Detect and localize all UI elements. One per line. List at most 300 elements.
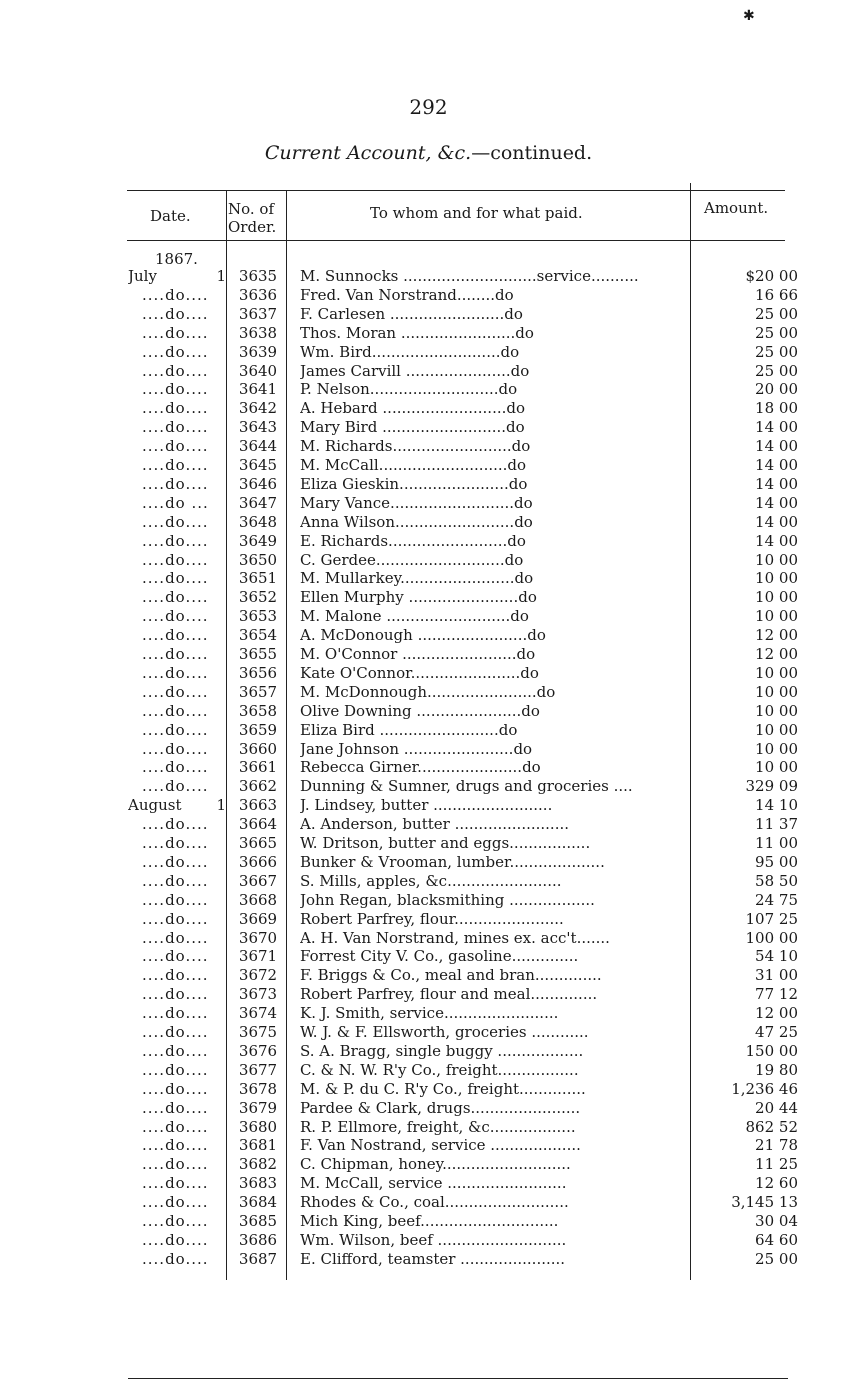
row-date-text: ....do....	[142, 304, 209, 323]
row-amount: 95 00	[755, 852, 798, 871]
row-order-number: 3658	[238, 701, 278, 720]
row-order-number: 3682	[238, 1155, 278, 1174]
row-date	[128, 437, 228, 456]
row-date-text: ....do....	[142, 285, 209, 304]
row-order-number: 3660	[238, 739, 278, 758]
row-payee: W. J. & F. Ellsworth, groceries ............	[300, 1023, 589, 1041]
row-amount: 18 00	[755, 399, 798, 418]
row-amount: 10 00	[755, 550, 798, 569]
row-date-text: ....do....	[142, 1174, 209, 1193]
row-date	[128, 1042, 228, 1061]
row-date	[128, 985, 228, 1004]
row-order-number: 3669	[238, 909, 278, 928]
row-date	[128, 910, 228, 929]
table-row	[0, 1023, 857, 1042]
row-date	[128, 551, 228, 570]
row-payee: A. McDonough .......................do	[300, 626, 546, 645]
row-date	[128, 758, 228, 777]
row-amount: 11 37	[755, 815, 798, 834]
row-payee: P. Nelson...........................do	[300, 380, 518, 399]
row-date	[128, 607, 228, 626]
year-label: 1867.	[155, 250, 198, 268]
row-date-text: ....do....	[142, 871, 209, 890]
row-date	[128, 1231, 228, 1250]
table-row	[0, 815, 857, 834]
row-order-number: 3665	[238, 834, 278, 852]
row-payee: Mich King, beef.............................	[300, 1212, 559, 1230]
row-amount: 12 60	[755, 1174, 798, 1193]
row-date-text: ....do....	[142, 626, 209, 645]
row-amount: 14 00	[755, 531, 798, 550]
table-row	[0, 645, 857, 664]
table-row	[0, 702, 857, 721]
row-payee: John Regan, blacksmithing ..................	[300, 890, 595, 909]
row-order-number: 3659	[238, 720, 278, 739]
row-payee: F. Carlesen ........................do	[300, 304, 523, 323]
row-order-number: 3641	[238, 380, 278, 399]
table-row	[0, 1061, 857, 1080]
row-payee: A. H. Van Norstrand, mines ex. acc't.......	[300, 928, 610, 947]
row-payee: Rhodes & Co., coal..........................	[300, 1193, 569, 1212]
header-date: Date.	[150, 207, 191, 225]
row-date	[128, 267, 228, 286]
row-date	[128, 645, 228, 664]
table-row	[0, 1193, 857, 1212]
table-row	[0, 456, 857, 475]
row-date-text: ....do....	[142, 1249, 209, 1268]
row-amount: 107 25	[745, 909, 798, 928]
row-payee: S. A. Bragg, single buggy ..................	[300, 1041, 584, 1060]
row-date	[128, 1136, 228, 1155]
table-row	[0, 853, 857, 872]
table-row	[0, 929, 857, 948]
table-row	[0, 740, 857, 759]
row-order-number: 3668	[238, 890, 278, 909]
row-date-text: ....do....	[142, 607, 209, 626]
row-order-number: 3647	[238, 493, 278, 512]
row-order-number: 3636	[238, 285, 278, 304]
table-row	[0, 551, 857, 570]
row-order-number: 3683	[238, 1174, 278, 1193]
row-payee: Fred. Van Norstrand........do	[300, 285, 514, 304]
row-date-text: ....do....	[142, 947, 209, 966]
row-date-text: ....do....	[142, 588, 209, 607]
row-payee: M. Sunnocks ............................service..........	[300, 267, 639, 285]
row-payee: M. McCall...........................do	[300, 456, 527, 474]
row-payee: M. McDonnough.......................do	[300, 682, 556, 701]
row-date	[128, 513, 228, 532]
row-date	[128, 853, 228, 872]
row-date	[128, 796, 228, 815]
table-row	[0, 1004, 857, 1023]
row-date-text: ....do....	[142, 1212, 209, 1230]
row-date	[128, 872, 228, 891]
row-payee: Kate O'Connor.......................do	[300, 663, 539, 682]
row-amount: 12 00	[755, 626, 798, 645]
row-date-text: ....do....	[142, 1060, 209, 1079]
row-payee: A. Hebard ..........................do	[300, 399, 526, 418]
row-amount: 150 00	[745, 1041, 798, 1060]
row-payee: E. Richards.........................do	[300, 531, 526, 550]
row-date	[128, 891, 228, 910]
row-date	[128, 777, 228, 796]
row-date	[128, 683, 228, 702]
row-date-text: ....do....	[142, 1155, 209, 1174]
table-row	[0, 796, 857, 815]
table-row	[0, 494, 857, 513]
title-main: Current Account, &c.	[264, 142, 472, 164]
row-date-text: ....do....	[142, 852, 209, 871]
row-date-text: ....do....	[142, 437, 209, 456]
row-date-text: ....do....	[142, 531, 209, 550]
row-amount: 3,145 13	[731, 1193, 798, 1212]
row-payee: A. Anderson, butter ........................	[300, 815, 570, 834]
row-date-text: ....do....	[142, 1117, 209, 1136]
row-amount: 10 00	[755, 701, 798, 720]
row-date	[128, 1004, 228, 1023]
table-row	[0, 380, 857, 399]
row-payee: Bunker & Vrooman, lumber....................	[300, 852, 605, 871]
row-day: 1	[216, 796, 226, 815]
row-order-number: 3681	[238, 1136, 278, 1155]
row-payee: Robert Parfrey, flour and meal..............	[300, 985, 598, 1004]
table-row	[0, 1136, 857, 1155]
row-amount: 12 00	[755, 645, 798, 663]
row-date-text: ....do....	[142, 456, 209, 474]
row-order-number: 3642	[238, 399, 278, 418]
row-date	[128, 1118, 228, 1137]
table-row	[0, 1250, 857, 1269]
row-order-number: 3676	[238, 1041, 278, 1060]
row-amount: 100 00	[745, 928, 798, 947]
row-date-text: ....do....	[142, 512, 209, 531]
row-amount: 14 00	[755, 474, 798, 493]
table-row	[0, 777, 857, 796]
row-date	[128, 362, 228, 381]
row-date-text: ....do....	[142, 720, 209, 739]
table-row	[0, 437, 857, 456]
row-date	[128, 418, 228, 437]
title-suffix: —continued.	[471, 142, 593, 164]
row-date-text: ....do....	[142, 909, 209, 928]
row-date-text: ....do....	[142, 323, 209, 342]
row-order-number: 3648	[238, 512, 278, 531]
row-date-text: ....do....	[142, 418, 209, 437]
row-payee: R. P. Ellmore, freight, &c..................	[300, 1117, 576, 1136]
row-order-number: 3646	[238, 474, 278, 493]
table-row	[0, 947, 857, 966]
row-order-number: 3655	[238, 645, 278, 663]
row-payee: C. & N. W. R'y Co., freight.................	[300, 1060, 579, 1079]
row-date	[128, 929, 228, 948]
row-date-text: ....do....	[142, 834, 209, 852]
row-payee: Rebecca Girner......................do	[300, 758, 541, 777]
row-date	[128, 475, 228, 494]
row-date-text: July	[128, 267, 157, 285]
row-order-number: 3673	[238, 985, 278, 1004]
row-order-number: 3657	[238, 682, 278, 701]
row-date	[128, 532, 228, 551]
row-date	[128, 1250, 228, 1269]
row-order-number: 3637	[238, 304, 278, 323]
ink-mark: ✱	[743, 8, 755, 24]
row-date-text: ....do....	[142, 701, 209, 720]
row-payee: Pardee & Clark, drugs.......................	[300, 1098, 581, 1117]
row-date-text: ....do....	[142, 399, 209, 418]
row-amount: 14 00	[755, 418, 798, 437]
row-payee: M. McCall, service .........................	[300, 1174, 567, 1193]
row-amount: 1,236 46	[731, 1079, 798, 1098]
row-amount: 14 00	[755, 493, 798, 512]
row-order-number: 3650	[238, 550, 278, 569]
row-order-number: 3638	[238, 323, 278, 342]
header-payee: To whom and for what paid.	[370, 204, 583, 222]
row-date-text: ....do....	[142, 682, 209, 701]
row-payee: K. J. Smith, service........................	[300, 1004, 559, 1023]
row-payee: Eliza Bird .........................do	[300, 720, 518, 739]
row-order-number: 3663	[238, 796, 278, 815]
row-amount: 329 09	[745, 777, 798, 796]
row-payee: C. Chipman, honey...........................	[300, 1155, 571, 1174]
row-amount: 77 12	[755, 985, 798, 1004]
row-date-text: ....do....	[142, 663, 209, 682]
row-amount: 16 66	[755, 285, 798, 304]
row-amount: 64 60	[755, 1230, 798, 1249]
row-amount: 31 00	[755, 966, 798, 985]
row-date	[128, 1174, 228, 1193]
row-date	[128, 494, 228, 513]
row-order-number: 3667	[238, 871, 278, 890]
table-row	[0, 532, 857, 551]
table-row	[0, 758, 857, 777]
table-row	[0, 891, 857, 910]
row-date	[128, 1212, 228, 1231]
row-amount: 24 75	[755, 890, 798, 909]
row-date-text: ....do....	[142, 739, 209, 758]
row-amount: 14 00	[755, 512, 798, 531]
row-date-text: August	[128, 796, 182, 815]
row-payee: Wm. Bird...........................do	[300, 342, 520, 361]
table-row	[0, 721, 857, 740]
row-order-number: 3643	[238, 418, 278, 437]
row-amount: 14 10	[755, 796, 798, 815]
row-payee: Wm. Wilson, beef ...........................	[300, 1230, 567, 1249]
row-date	[128, 1155, 228, 1174]
row-date	[128, 1193, 228, 1212]
row-payee: Mary Vance..........................do	[300, 493, 533, 512]
row-amount: 10 00	[755, 663, 798, 682]
table-row	[0, 399, 857, 418]
row-date	[128, 343, 228, 362]
row-payee: S. Mills, apples, &c........................	[300, 871, 562, 890]
row-order-number: 3675	[238, 1023, 278, 1041]
table-row	[0, 324, 857, 343]
row-order-number: 3661	[238, 758, 278, 777]
row-date	[128, 380, 228, 399]
row-payee: Ellen Murphy .......................do	[300, 588, 537, 607]
row-amount: 47 25	[755, 1023, 798, 1041]
row-date	[128, 702, 228, 721]
row-payee: Mary Bird ..........................do	[300, 418, 525, 437]
table-row	[0, 1231, 857, 1250]
row-date-text: ....do....	[142, 1023, 209, 1041]
row-amount: 862 52	[745, 1117, 798, 1136]
row-amount: 10 00	[755, 682, 798, 701]
row-amount: 10 00	[755, 739, 798, 758]
row-payee: Anna Wilson.........................do	[300, 512, 533, 531]
row-order-number: 3666	[238, 852, 278, 871]
row-payee: M. Richards.........................do	[300, 437, 531, 456]
header-order-line2: Order.	[228, 218, 277, 236]
row-amount: 25 00	[755, 361, 798, 380]
row-order-number: 3640	[238, 361, 278, 380]
row-payee: Dunning & Sumner, drugs and groceries ....	[300, 777, 633, 796]
row-order-number: 3678	[238, 1079, 278, 1098]
table-row	[0, 626, 857, 645]
row-order-number: 3645	[238, 456, 278, 474]
row-amount: 30 04	[755, 1212, 798, 1230]
row-date-text: ....do....	[142, 1079, 209, 1098]
row-payee: M. Malone ..........................do	[300, 607, 529, 626]
row-order-number: 3649	[238, 531, 278, 550]
row-amount: 20 44	[755, 1098, 798, 1117]
row-amount: 19 80	[755, 1060, 798, 1079]
row-amount: 25 00	[755, 304, 798, 323]
row-order-number: 3671	[238, 947, 278, 966]
row-date-text: ....do....	[142, 645, 209, 663]
row-payee: F. Briggs & Co., meal and bran..............	[300, 966, 602, 985]
row-order-number: 3653	[238, 607, 278, 626]
row-order-number: 3674	[238, 1004, 278, 1023]
table-row	[0, 1174, 857, 1193]
row-date-text: ....do....	[142, 1230, 209, 1249]
table-row	[0, 475, 857, 494]
table-row	[0, 1155, 857, 1174]
table-row	[0, 305, 857, 324]
row-payee: Jane Johnson .......................do	[300, 739, 533, 758]
page-bottom-rule	[128, 1378, 788, 1379]
header-order-line1: No. of	[228, 200, 275, 218]
row-payee: C. Gerdee...........................do	[300, 550, 524, 569]
page-title	[0, 142, 857, 164]
table-row	[0, 418, 857, 437]
row-amount: 12 00	[755, 1004, 798, 1023]
row-date-text: ....do ...	[142, 493, 209, 512]
header-amount: Amount.	[704, 199, 769, 217]
row-date-text: ....do....	[142, 985, 209, 1004]
table-row	[0, 569, 857, 588]
row-date	[128, 1023, 228, 1042]
row-date-text: ....do....	[142, 1136, 209, 1155]
row-date-text: ....do....	[142, 758, 209, 777]
row-order-number: 3656	[238, 663, 278, 682]
row-payee: M. & P. du C. R'y Co., freight..............	[300, 1079, 586, 1098]
row-payee: Robert Parfrey, flour.......................	[300, 909, 564, 928]
table-row	[0, 910, 857, 929]
row-amount: 20 00	[755, 380, 798, 399]
row-date	[128, 1061, 228, 1080]
row-day: 1	[216, 267, 226, 285]
row-amount: 10 00	[755, 758, 798, 777]
row-date	[128, 947, 228, 966]
table-row	[0, 872, 857, 891]
row-order-number: 3677	[238, 1060, 278, 1079]
row-order-number: 3652	[238, 588, 278, 607]
row-date	[128, 664, 228, 683]
table-row	[0, 343, 857, 362]
row-order-number: 3639	[238, 342, 278, 361]
row-payee: Forrest City V. Co., gasoline..............	[300, 947, 579, 966]
row-payee: James Carvill ......................do	[300, 361, 530, 380]
row-order-number: 3684	[238, 1193, 278, 1212]
row-date	[128, 834, 228, 853]
row-payee: W. Dritson, butter and eggs.................	[300, 834, 591, 852]
row-order-number: 3670	[238, 928, 278, 947]
row-amount: 25 00	[755, 1249, 798, 1268]
row-date-text: ....do....	[142, 890, 209, 909]
row-date	[128, 305, 228, 324]
table-row	[0, 267, 857, 286]
row-date-text: ....do....	[142, 1098, 209, 1117]
row-payee: E. Clifford, teamster ......................	[300, 1249, 566, 1268]
row-payee: M. Mullarkey........................do	[300, 569, 534, 588]
table-row	[0, 1118, 857, 1137]
row-date-text: ....do....	[142, 815, 209, 834]
row-amount: 54 10	[755, 947, 798, 966]
table-row	[0, 1080, 857, 1099]
row-order-number: 3635	[238, 267, 278, 285]
row-date	[128, 1080, 228, 1099]
row-amount: 25 00	[755, 323, 798, 342]
row-date-text: ....do....	[142, 380, 209, 399]
row-amount: 14 00	[755, 456, 798, 474]
row-payee: Eliza Gieskin.......................do	[300, 474, 528, 493]
row-order-number: 3644	[238, 437, 278, 456]
row-order-number: 3687	[238, 1249, 278, 1268]
table-row	[0, 286, 857, 305]
table-row	[0, 1099, 857, 1118]
table-row	[0, 985, 857, 1004]
row-date	[128, 399, 228, 418]
table-row	[0, 683, 857, 702]
row-date	[128, 626, 228, 645]
row-payee: F. Van Nostrand, service ...................	[300, 1136, 581, 1155]
row-payee: M. O'Connor ........................do	[300, 645, 536, 663]
row-date	[128, 324, 228, 343]
table-row	[0, 966, 857, 985]
row-order-number: 3686	[238, 1230, 278, 1249]
row-date	[128, 286, 228, 305]
row-date-text: ....do....	[142, 550, 209, 569]
row-payee: Olive Downing ......................do	[300, 701, 540, 720]
table-row	[0, 1042, 857, 1061]
row-date	[128, 721, 228, 740]
row-order-number: 3651	[238, 569, 278, 588]
row-date-text: ....do....	[142, 342, 209, 361]
row-date-text: ....do....	[142, 1041, 209, 1060]
row-order-number: 3654	[238, 626, 278, 645]
row-amount: 14 00	[755, 437, 798, 456]
row-date	[128, 456, 228, 475]
table-row	[0, 362, 857, 381]
table-row	[0, 607, 857, 626]
row-date-text: ....do....	[142, 777, 209, 796]
row-payee: Thos. Moran ........................do	[300, 323, 534, 342]
row-amount: 10 00	[755, 607, 798, 626]
row-amount: 25 00	[755, 342, 798, 361]
table-row	[0, 1212, 857, 1231]
table-row	[0, 834, 857, 853]
